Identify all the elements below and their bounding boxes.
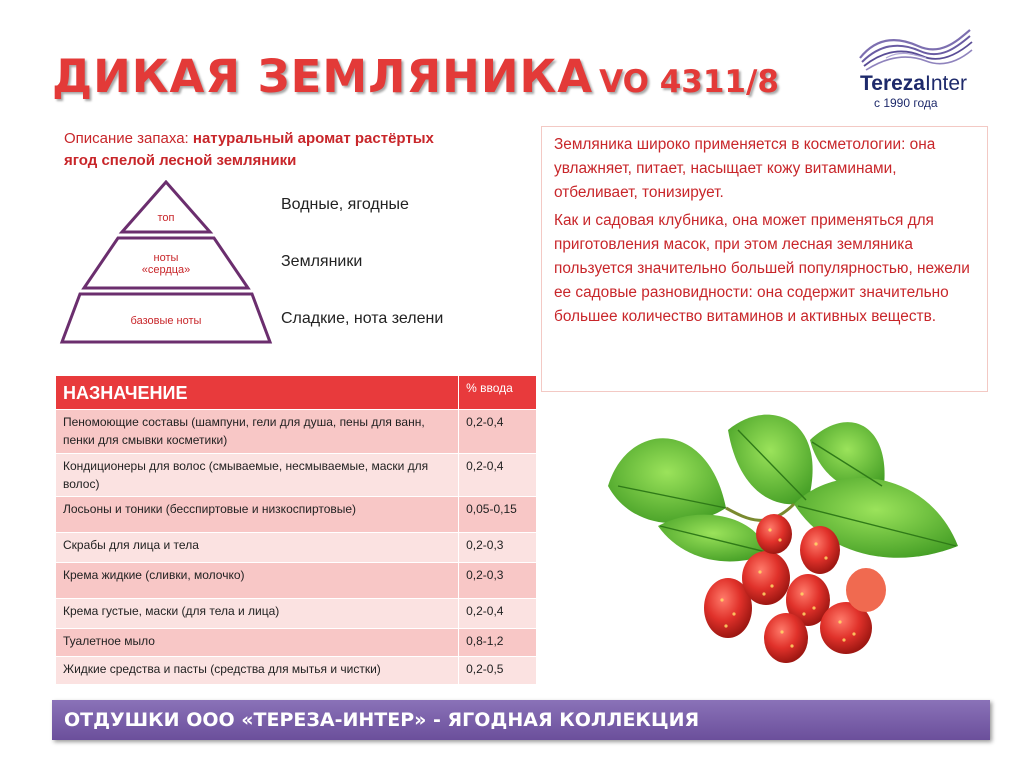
pyramid-top-label: топ bbox=[157, 212, 175, 224]
row-percent: 0,2-0,3 bbox=[459, 533, 537, 563]
scent-label: Описание запаха: bbox=[64, 130, 189, 147]
table-row bbox=[56, 629, 537, 657]
table-row bbox=[56, 657, 537, 685]
row-purpose: Туалетное мыло bbox=[56, 629, 459, 657]
logo-waves-icon bbox=[856, 28, 974, 74]
table-header-row bbox=[56, 376, 537, 410]
logo-brand: TerezaInter bbox=[860, 72, 968, 95]
footer-banner: ОТДУШКИ ООО «ТЕРЕЗА-ИНТЕР» - ЯГОДНАЯ КОЛЛЕКЦИЯ bbox=[52, 700, 990, 740]
wild-strawberry-image bbox=[598, 400, 990, 670]
description-paragraph-2: Как и садовая клубника, она может применяться для приготовления масок, при этом лесная земляника пользуется значительно большей популярностью, нежели ее садовые разновидности: она содержит значительно большее количество витаминов и активных веществ. bbox=[554, 212, 970, 325]
table-row bbox=[56, 599, 537, 629]
description-box bbox=[541, 126, 988, 392]
header-purpose: НАЗНАЧЕНИЕ bbox=[56, 376, 459, 410]
row-purpose: Крема жидкие (сливки, молочко) bbox=[56, 563, 459, 599]
description-paragraph-1: Земляника широко применяется в косметологии: она увлажняет, питает, насыщает кожу витаминами, отбеливает, тонизирует. bbox=[554, 136, 936, 201]
table-row bbox=[56, 563, 537, 599]
product-code: VO 4311/8 bbox=[599, 64, 779, 100]
row-purpose: Лосьоны и тоники (бесспиртовые и низкоспиртовые) bbox=[56, 497, 459, 533]
scent-value: натуральный аромат растёртых ягод спелой лесной земляники bbox=[64, 130, 434, 169]
product-name: ДИКАЯ ЗЕМЛЯНИКА bbox=[52, 50, 594, 103]
row-purpose: Пеномоющие составы (шампуни, гели для душа, пены для ванн, пенки для смывки косметики) bbox=[56, 410, 459, 454]
pyramid-base-label: базовые ноты bbox=[130, 315, 202, 327]
row-percent: 0,2-0,3 bbox=[459, 563, 537, 599]
page-title bbox=[52, 50, 779, 103]
base-notes: Сладкие, нота зелени bbox=[281, 310, 444, 327]
row-percent: 0,2-0,4 bbox=[459, 454, 537, 497]
header-percent: % ввода bbox=[459, 376, 537, 410]
row-percent: 0,05-0,15 bbox=[459, 497, 537, 533]
scent-description bbox=[64, 128, 464, 172]
pyramid-heart-label: ноты «сердца» bbox=[141, 252, 191, 276]
row-percent: 0,2-0,5 bbox=[459, 657, 537, 685]
table-row bbox=[56, 533, 537, 563]
row-percent: 0,8-1,2 bbox=[459, 629, 537, 657]
row-percent: 0,2-0,4 bbox=[459, 410, 537, 454]
heart-notes: Земляники bbox=[281, 253, 363, 270]
row-percent: 0,2-0,4 bbox=[459, 599, 537, 629]
logo-since: с 1990 года bbox=[874, 96, 938, 110]
scent-pyramid bbox=[58, 180, 274, 351]
table-row bbox=[56, 497, 537, 533]
company-logo bbox=[848, 28, 978, 108]
usage-table bbox=[55, 375, 537, 685]
table-row bbox=[56, 410, 537, 454]
row-purpose: Крема густые, маски (для тела и лица) bbox=[56, 599, 459, 629]
row-purpose: Кондиционеры для волос (смываемые, несмываемые, маски для волос) bbox=[56, 454, 459, 497]
table-row bbox=[56, 454, 537, 497]
top-notes: Водные, ягодные bbox=[281, 196, 409, 213]
row-purpose: Жидкие средства и пасты (средства для мытья и чистки) bbox=[56, 657, 459, 685]
row-purpose: Скрабы для лица и тела bbox=[56, 533, 459, 563]
